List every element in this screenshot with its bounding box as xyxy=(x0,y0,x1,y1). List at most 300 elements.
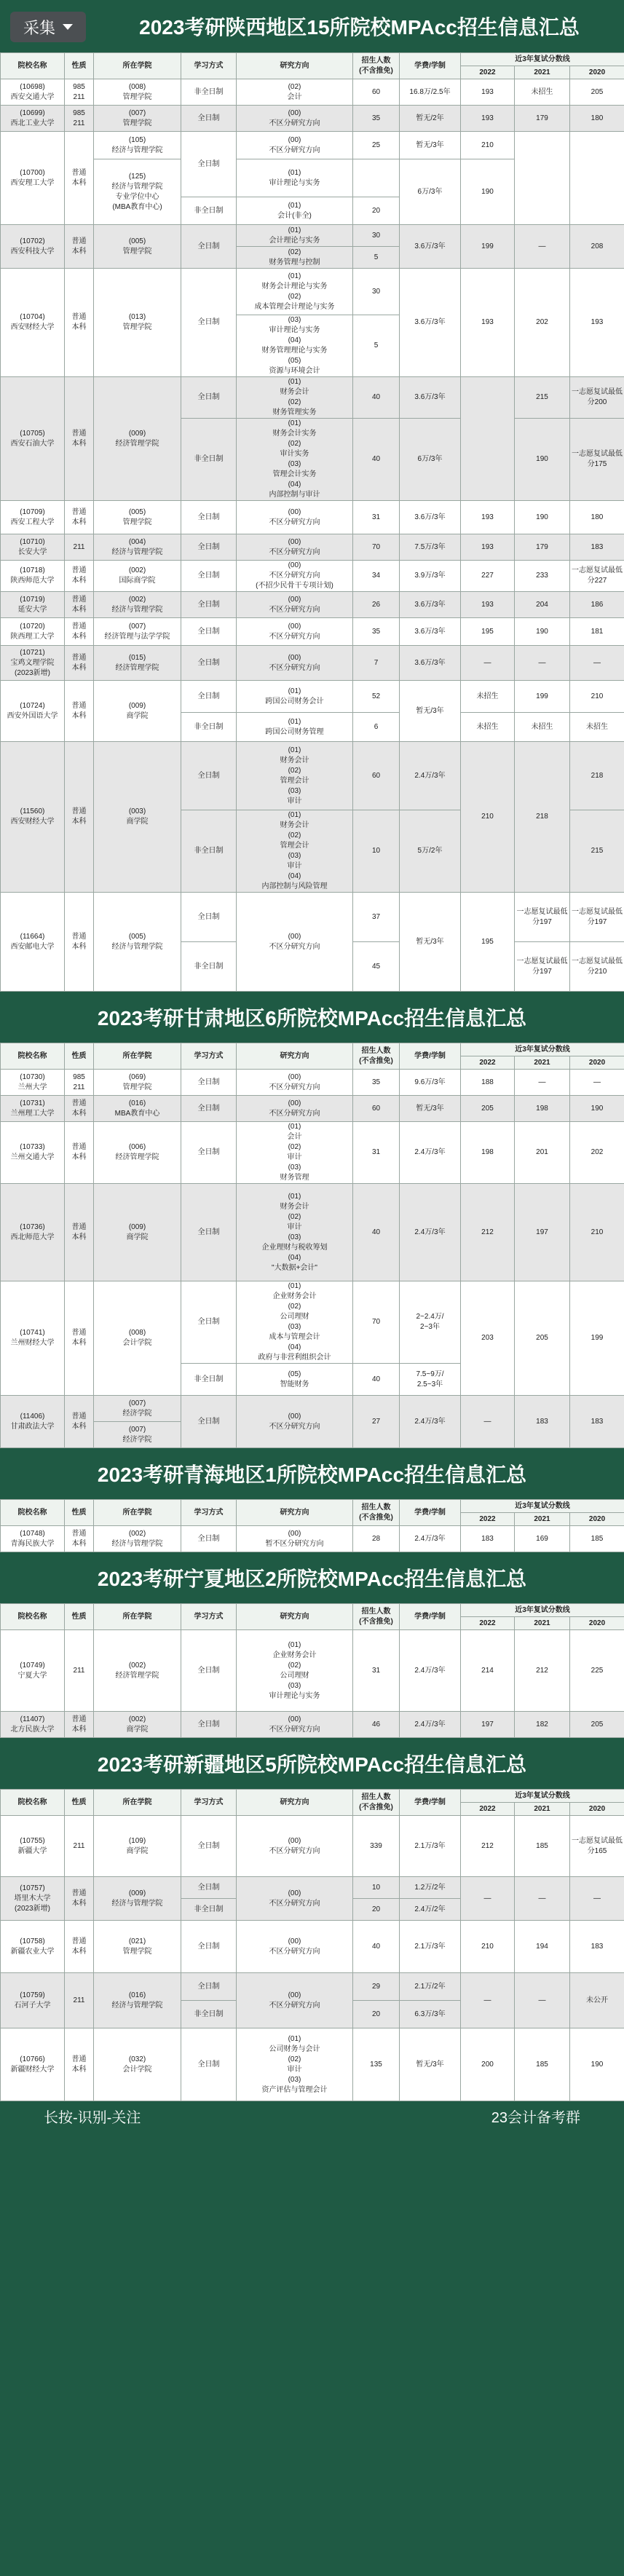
table-cell: (01) 跨国公司财务会计 xyxy=(237,681,353,713)
table-row xyxy=(1,1070,624,1096)
column-header: 性质 xyxy=(65,1604,94,1630)
footer-right-text: 23会计备考群 xyxy=(491,2109,580,2126)
table-cell: (01) 跨国公司财务管理 xyxy=(237,713,353,742)
table-cell: 193 xyxy=(461,269,515,377)
table-cell: 10 xyxy=(353,810,400,893)
table-cell: 180 xyxy=(570,501,624,534)
table-cell: (002) 经济与管理学院 xyxy=(94,592,181,618)
table-cell: 9.6万/3年 xyxy=(400,1070,461,1096)
table-cell: (007) 经济管理与法学学院 xyxy=(94,618,181,646)
table-cell: 210 xyxy=(570,1184,624,1281)
table-cell: (10733) 兰州交通大学 xyxy=(1,1122,65,1184)
table-cell: 全日制 xyxy=(181,2028,237,2101)
table-cell: 7.5万/3年 xyxy=(400,534,461,561)
table-cell: (10724) 西安外国语大学 xyxy=(1,681,65,742)
table-cell: 普通 本科 xyxy=(65,681,94,742)
table-row xyxy=(1,681,624,713)
table-cell: 普通 本科 xyxy=(65,1921,94,1973)
table-cell: (002) 经济管理学院 xyxy=(94,1630,181,1712)
table-cell xyxy=(353,159,400,197)
table-cell: (02) 财务管理与控制 xyxy=(237,247,353,269)
table-cell: 210 xyxy=(570,681,624,713)
column-header: 性质 xyxy=(65,1043,94,1070)
table-cell: 全日制 xyxy=(181,1122,237,1184)
table-cell: 全日制 xyxy=(181,1396,237,1448)
table-cell: 3.6万/3年 xyxy=(400,592,461,618)
table-cell: 35 xyxy=(353,106,400,132)
table-cell: (00) 不区分研究方向 xyxy=(237,592,353,618)
table-row xyxy=(1,1184,624,1281)
table-cell: 普通 本科 xyxy=(65,132,94,225)
table-cell: (10749) 宁夏大学 xyxy=(1,1630,65,1712)
table-cell: 203 xyxy=(461,1281,515,1396)
table-cell: 3.6万/3年 xyxy=(400,646,461,681)
table-cell: (01) 会计理论与实务 xyxy=(237,225,353,247)
table-cell: (004) 经济与管理学院 xyxy=(94,534,181,561)
table-cell: 全日制 xyxy=(181,1070,237,1096)
table-row xyxy=(1,1921,624,1973)
column-header: 性质 xyxy=(65,1500,94,1526)
column-header: 2020 xyxy=(570,66,624,79)
column-header: 学费/学制 xyxy=(400,53,461,79)
table-cell: (00) 不区分研究方向 xyxy=(237,646,353,681)
table-cell: — xyxy=(461,1877,515,1921)
column-header: 学习方式 xyxy=(181,1790,237,1816)
column-header: 2022 xyxy=(461,1617,515,1630)
table-cell: 全日制 xyxy=(181,592,237,618)
table-cell: (00) 不区分研究方向 xyxy=(237,1096,353,1122)
table-cell: 1.2万/2年 xyxy=(400,1877,461,1899)
column-header: 近3年复试分数线 xyxy=(461,1043,624,1056)
table-cell: 31 xyxy=(353,1630,400,1712)
table-cell: 全日制 xyxy=(181,1184,237,1281)
table-cell: 2.4万/3年 xyxy=(400,1184,461,1281)
table-cell: 一志愿复试最低分165 xyxy=(570,1816,624,1877)
table-cell: 普通 本科 xyxy=(65,377,94,501)
table-cell: 205 xyxy=(570,79,624,106)
info-table xyxy=(0,1499,624,1552)
table-cell: 普通 本科 xyxy=(65,225,94,269)
column-header: 招生人数 (不含推免) xyxy=(353,1043,400,1070)
dropdown-label: 采集 xyxy=(23,18,55,37)
column-header: 2020 xyxy=(570,1617,624,1630)
column-header: 近3年复试分数线 xyxy=(461,53,624,66)
table-cell: — xyxy=(515,1877,570,1921)
table-cell: (105) 经济与管理学院 xyxy=(94,132,181,159)
table-cell: 6.3万/3年 xyxy=(400,2001,461,2028)
table-cell: 31 xyxy=(353,501,400,534)
column-header: 近3年复试分数线 xyxy=(461,1500,624,1513)
table-cell: 未招生 xyxy=(515,79,570,106)
table-cell: 35 xyxy=(353,1070,400,1096)
table-cell: — xyxy=(515,225,570,269)
table-cell: 185 xyxy=(515,1816,570,1877)
table-cell: (008) 管理学院 xyxy=(94,79,181,106)
table-cell: — xyxy=(515,646,570,681)
table-cell: 7 xyxy=(353,646,400,681)
table-row xyxy=(1,1816,624,1877)
table-cell: (01) 审计理论与实务 xyxy=(237,159,353,197)
table-cell: (10730) 兰州大学 xyxy=(1,1070,65,1096)
table-cell: 一志愿复试最低分197 xyxy=(515,893,570,942)
table-cell: 3.6万/3年 xyxy=(400,501,461,534)
table-cell: 190 xyxy=(515,618,570,646)
table-cell: 45 xyxy=(353,942,400,992)
table-cell: 212 xyxy=(461,1184,515,1281)
table-cell: 一志愿复试最低分197 xyxy=(570,893,624,942)
table-cell: (01) 公司财务与会计 (02) 审计 (03) 资产评估与管理会计 xyxy=(237,2028,353,2101)
column-header: 学习方式 xyxy=(181,1500,237,1526)
table-row xyxy=(1,561,624,592)
table-cell: 70 xyxy=(353,534,400,561)
table-cell: (032) 会计学院 xyxy=(94,2028,181,2101)
table-row xyxy=(1,377,624,419)
column-header: 学习方式 xyxy=(181,53,237,79)
table-cell: 全日制 xyxy=(181,1096,237,1122)
table-cell: (00) 暂不区分研究方向 xyxy=(237,1526,353,1552)
table-cell: (002) 国际商学院 xyxy=(94,561,181,592)
table-cell: (10705) 西安石油大学 xyxy=(1,377,65,501)
table-cell: 全日制 xyxy=(181,1281,237,1364)
table-cell: 211 xyxy=(65,534,94,561)
column-header: 招生人数 (不含推免) xyxy=(353,53,400,79)
table-cell: 183 xyxy=(570,534,624,561)
table-cell: 40 xyxy=(353,1364,400,1396)
table-cell: 全日制 xyxy=(181,534,237,561)
table-cell: (01) 财务会计理论与实务 (02) 成本管理会计理论与实务 xyxy=(237,269,353,315)
table-cell: 一志愿复试最低分197 xyxy=(515,942,570,992)
table-cell: 210 xyxy=(461,1921,515,1973)
table-cell: 6万/3年 xyxy=(400,419,461,501)
column-header: 研究方向 xyxy=(237,1604,353,1630)
table-cell: 16.8万/2.5年 xyxy=(400,79,461,106)
table-cell: (009) 经济与管理学院 xyxy=(94,1877,181,1921)
table-cell: 214 xyxy=(461,1630,515,1712)
table-cell: 普通 本科 xyxy=(65,1281,94,1396)
table-cell: 一志愿复试最低分200 xyxy=(570,377,624,419)
table-cell: 全日制 xyxy=(181,132,237,197)
table-cell: (005) 经济与管理学院 xyxy=(94,893,181,992)
table-cell: (10700) 西安理工大学 xyxy=(1,132,65,225)
table-cell: 193 xyxy=(461,592,515,618)
table-cell: 179 xyxy=(515,534,570,561)
table-cell: (069) 管理学院 xyxy=(94,1070,181,1096)
table-cell xyxy=(515,132,570,225)
table-cell: 全日制 xyxy=(181,742,237,810)
column-header: 院校名称 xyxy=(1,53,65,79)
table-cell: 全日制 xyxy=(181,377,237,419)
table-cell: 195 xyxy=(461,618,515,646)
table-cell: 6万/3年 xyxy=(400,159,461,225)
table-row xyxy=(1,592,624,618)
table-cell: 211 xyxy=(65,1816,94,1877)
table-cell: 70 xyxy=(353,1281,400,1364)
table-cell: 197 xyxy=(461,1712,515,1738)
table-cell: 普通 本科 xyxy=(65,893,94,992)
table-cell: (00) 不区分研究方向 (不招少民骨干专项计划) xyxy=(237,561,353,592)
table-cell: (00) 不区分研究方向 xyxy=(237,1877,353,1921)
table-cell: 183 xyxy=(570,1921,624,1973)
table-cell: 195 xyxy=(461,893,515,992)
table-cell: 193 xyxy=(461,534,515,561)
info-table xyxy=(0,1603,624,1738)
table-cell: (10704) 西安财经大学 xyxy=(1,269,65,377)
table-cell: 全日制 xyxy=(181,646,237,681)
table-cell: 199 xyxy=(570,1281,624,1396)
table-cell: 339 xyxy=(353,1816,400,1877)
column-header: 研究方向 xyxy=(237,53,353,79)
table-cell: 2.4万/3年 xyxy=(400,1396,461,1448)
column-header: 性质 xyxy=(65,1790,94,1816)
table-cell: (016) 经济与管理学院 xyxy=(94,1973,181,2028)
table-row xyxy=(1,2028,624,2101)
table-cell: 普通 本科 xyxy=(65,1877,94,1921)
table-cell: 普通 本科 xyxy=(65,1122,94,1184)
table-cell: 3.6万/3年 xyxy=(400,377,461,419)
table-cell: 218 xyxy=(570,742,624,810)
table-row xyxy=(1,1526,624,1552)
table-cell: (10748) 青海民族大学 xyxy=(1,1526,65,1552)
table-cell: 非全日制 xyxy=(181,419,237,501)
table-cell: (007) 经济学院 xyxy=(94,1422,181,1448)
table-cell: (007) 经济学院 xyxy=(94,1396,181,1422)
table-cell: 169 xyxy=(515,1526,570,1552)
table-cell: 暂无/3年 xyxy=(400,2028,461,2101)
table-cell: (10736) 西北师范大学 xyxy=(1,1184,65,1281)
table-cell: 46 xyxy=(353,1712,400,1738)
footer-left-text: 长按-识别-关注 xyxy=(44,2109,141,2126)
table-cell: 7.5~9万/ 2.5~3年 xyxy=(400,1364,461,1396)
table-cell: (11406) 甘肃政法大学 xyxy=(1,1396,65,1448)
table-cell: 183 xyxy=(570,1396,624,1448)
table-cell: 一志愿复试最低分175 xyxy=(570,419,624,501)
table-cell: 6 xyxy=(353,713,400,742)
table-cell: 198 xyxy=(515,1096,570,1122)
table-cell: (125) 经济与管理学院 专业学位中心 (MBA教育中心) xyxy=(94,159,181,225)
table-cell: 3.6万/3年 xyxy=(400,618,461,646)
table-cell: 212 xyxy=(515,1630,570,1712)
column-header: 2021 xyxy=(515,1056,570,1070)
table-cell: 全日制 xyxy=(181,1973,237,2001)
table-cell: (00) 不区分研究方向 xyxy=(237,1816,353,1877)
table-cell: (007) 管理学院 xyxy=(94,106,181,132)
table-cell: (016) MBA教育中心 xyxy=(94,1096,181,1122)
table-cell: (10699) 西北工业大学 xyxy=(1,106,65,132)
table-cell: 29 xyxy=(353,1973,400,2001)
table-cell: 全日制 xyxy=(181,1921,237,1973)
table-cell: 全日制 xyxy=(181,681,237,713)
table-cell: 暂无/2年 xyxy=(400,106,461,132)
table-cell: 190 xyxy=(461,159,515,225)
table-cell: 179 xyxy=(515,106,570,132)
table-cell: (005) 管理学院 xyxy=(94,501,181,534)
table-cell: (00) 不区分研究方向 xyxy=(237,1070,353,1096)
table-cell: 215 xyxy=(570,810,624,893)
table-cell: 2.4万/3年 xyxy=(400,1712,461,1738)
table-cell: 205 xyxy=(515,1281,570,1396)
table-row xyxy=(1,893,624,942)
table-cell: (01) 财务会计实务 (02) 审计实务 (03) 管理会计实务 (04) 内部控制与审计 xyxy=(237,419,353,501)
table-cell: (03) 审计理论与实务 (04) 财务管理理论与实务 (05) 资源与环境会计 xyxy=(237,315,353,377)
table-cell: — xyxy=(461,646,515,681)
table-cell: 30 xyxy=(353,225,400,247)
column-header: 2022 xyxy=(461,1056,515,1070)
table-cell: 全日制 xyxy=(181,225,237,269)
table-row xyxy=(1,1712,624,1738)
column-header: 性质 xyxy=(65,53,94,79)
column-header: 招生人数 (不含推免) xyxy=(353,1790,400,1816)
column-header: 所在学院 xyxy=(94,1604,181,1630)
table-cell: (10720) 陕西理工大学 xyxy=(1,618,65,646)
table-cell: 全日制 xyxy=(181,561,237,592)
table-cell: 218 xyxy=(515,742,570,893)
table-cell: (00) 不区分研究方向 xyxy=(237,893,353,992)
table-cell: 193 xyxy=(461,79,515,106)
table-cell: 208 xyxy=(570,225,624,269)
table-cell: (015) 经济管理学院 xyxy=(94,646,181,681)
table-row xyxy=(1,742,624,810)
table-cell: 202 xyxy=(515,269,570,377)
table-cell: 205 xyxy=(461,1096,515,1122)
table-row xyxy=(1,1122,624,1184)
table-row xyxy=(1,1096,624,1122)
table-cell: (10710) 长安大学 xyxy=(1,534,65,561)
column-header: 学费/学制 xyxy=(400,1500,461,1526)
table-cell: — xyxy=(570,646,624,681)
table-cell: (10755) 新疆大学 xyxy=(1,1816,65,1877)
table-cell: 普通 本科 xyxy=(65,592,94,618)
table-cell: 未招生 xyxy=(515,713,570,742)
table-cell: 2.4万/3年 xyxy=(400,1630,461,1712)
table-cell: 全日制 xyxy=(181,501,237,534)
table-cell: 2.4万/3年 xyxy=(400,1122,461,1184)
column-header: 学费/学制 xyxy=(400,1043,461,1070)
table-cell: 全日制 xyxy=(181,106,237,132)
table-row xyxy=(1,534,624,561)
column-header: 2022 xyxy=(461,66,515,79)
table-cell: 非全日制 xyxy=(181,942,237,992)
column-header: 学费/学制 xyxy=(400,1790,461,1816)
column-header: 2021 xyxy=(515,66,570,79)
table-cell: 202 xyxy=(570,1122,624,1184)
table-cell: 182 xyxy=(515,1712,570,1738)
column-header: 近3年复试分数线 xyxy=(461,1604,624,1617)
table-cell: 210 xyxy=(461,132,515,159)
table-cell: — xyxy=(515,1070,570,1096)
table-cell: 5 xyxy=(353,315,400,377)
table-cell: 180 xyxy=(570,106,624,132)
collect-dropdown[interactable] xyxy=(10,12,86,42)
table-cell: 52 xyxy=(353,681,400,713)
table-cell: (11407) 北方民族大学 xyxy=(1,1712,65,1738)
table-cell: (10759) 石河子大学 xyxy=(1,1973,65,2028)
table-cell: 非全日制 xyxy=(181,79,237,106)
table-cell: 190 xyxy=(570,2028,624,2101)
column-header: 招生人数 (不含推免) xyxy=(353,1604,400,1630)
table-cell: 40 xyxy=(353,1184,400,1281)
table-row xyxy=(1,646,624,681)
table-cell: (01) 财务会计 (02) 审计 (03) 企业理财与税收筹划 (04) "大数据+会计" xyxy=(237,1184,353,1281)
column-header: 2022 xyxy=(461,1513,515,1526)
column-header: 学习方式 xyxy=(181,1043,237,1070)
table-cell: (01) 财务会计 (02) 财务管理实务 xyxy=(237,377,353,419)
table-cell: (10757) 塔里木大学 (2023新增) xyxy=(1,1877,65,1921)
table-cell: 200 xyxy=(461,2028,515,2101)
table-cell: (009) 经济管理学院 xyxy=(94,377,181,501)
table-row xyxy=(1,1973,624,2001)
table-row xyxy=(1,1877,624,1899)
table-cell: 193 xyxy=(570,269,624,377)
column-header: 所在学院 xyxy=(94,53,181,79)
table-cell: 5 xyxy=(353,247,400,269)
table-cell: (00) 不区分研究方向 xyxy=(237,1973,353,2028)
table-cell: 普通 本科 xyxy=(65,646,94,681)
table-cell: 210 xyxy=(461,742,515,893)
table-cell: 190 xyxy=(515,419,570,501)
table-cell: (10731) 兰州理工大学 xyxy=(1,1096,65,1122)
column-header: 所在学院 xyxy=(94,1500,181,1526)
column-header: 招生人数 (不含推免) xyxy=(353,1500,400,1526)
table-cell: 135 xyxy=(353,2028,400,2101)
table-cell: 2.4万/3年 xyxy=(400,1526,461,1552)
table-cell: 37 xyxy=(353,893,400,942)
table-cell: 3.6万/3年 xyxy=(400,225,461,269)
table-cell: (00) 不区分研究方向 xyxy=(237,1396,353,1448)
column-header: 所在学院 xyxy=(94,1790,181,1816)
table-cell: 2.1万/3年 xyxy=(400,1816,461,1877)
table-cell: (11560) 西安财经大学 xyxy=(1,742,65,893)
table-cell: 190 xyxy=(515,501,570,534)
table-cell: 暂无/3年 xyxy=(400,893,461,992)
table-cell: 60 xyxy=(353,742,400,810)
table-cell: 全日制 xyxy=(181,1712,237,1738)
info-table xyxy=(0,1789,624,2101)
table-cell: 183 xyxy=(515,1396,570,1448)
column-header: 研究方向 xyxy=(237,1790,353,1816)
column-header: 院校名称 xyxy=(1,1604,65,1630)
table-cell: (11664) 西安邮电大学 xyxy=(1,893,65,992)
table-cell: 全日制 xyxy=(181,618,237,646)
table-cell: (01) 财务会计 (02) 管理会计 (03) 审计 xyxy=(237,742,353,810)
table-cell: 2~2.4万/ 2~3年 xyxy=(400,1281,461,1364)
table-cell: (109) 商学院 xyxy=(94,1816,181,1877)
table-cell: 未招生 xyxy=(570,713,624,742)
table-cell: 普通 本科 xyxy=(65,618,94,646)
table-cell: 227 xyxy=(461,561,515,592)
table-cell: 60 xyxy=(353,1096,400,1122)
table-cell: 3.9万/3年 xyxy=(400,561,461,592)
table-cell: 60 xyxy=(353,79,400,106)
table-row xyxy=(1,1630,624,1712)
table-cell: 233 xyxy=(515,561,570,592)
table-cell: 211 xyxy=(65,1630,94,1712)
table-cell: (01) 企业财务会计 (02) 公司理财 (03) 成本与管理会计 (04) 政府与非营利组织会计 xyxy=(237,1281,353,1364)
table-cell: 普通 本科 xyxy=(65,742,94,893)
table-cell: 普通 本科 xyxy=(65,2028,94,2101)
table-cell: 非全日制 xyxy=(181,1899,237,1921)
table-row xyxy=(1,269,624,315)
column-header: 2022 xyxy=(461,1803,515,1816)
table-cell: 2.1万/2年 xyxy=(400,1973,461,2001)
table-cell: 199 xyxy=(461,225,515,269)
table-cell: 985 211 xyxy=(65,106,94,132)
table-cell: 非全日制 xyxy=(181,713,237,742)
table-cell: 全日制 xyxy=(181,269,237,377)
table-cell: (00) 不区分研究方向 xyxy=(237,534,353,561)
table-cell: 985 211 xyxy=(65,1070,94,1096)
table-cell: 一志愿复试最低分210 xyxy=(570,942,624,992)
table-cell: (008) 会计学院 xyxy=(94,1281,181,1396)
